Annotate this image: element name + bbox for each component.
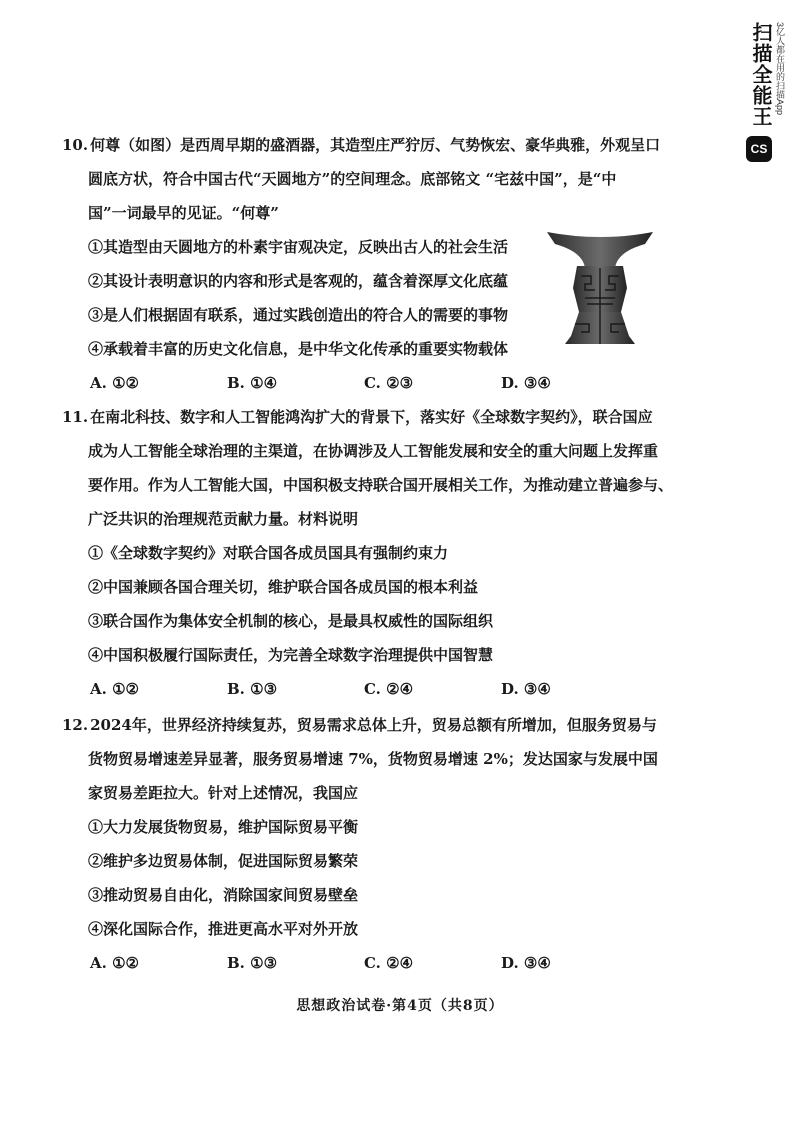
- camscanner-watermark: [740, 18, 792, 193]
- question-stem-line: 国”一词最早的见证。“何尊”: [88, 204, 279, 222]
- camscanner-badge-icon: CS: [746, 136, 772, 162]
- choice-d[interactable]: D. ③④: [501, 374, 551, 392]
- watermark-slogan: 3亿人都在用的扫描App: [775, 22, 785, 116]
- question-stem-line: 12. 2024年，世界经济持续复苏，贸易需求总体上升，贸易总额有所增加，但服务贸易与: [62, 716, 657, 734]
- option-statement: ①大力发展货物贸易，维护国际贸易平衡: [88, 818, 359, 836]
- choice-a[interactable]: A. ①②: [90, 680, 139, 698]
- page-footer: 思想政治试卷·第4页（共8页）: [296, 998, 504, 1014]
- option-statement: ④深化国际合作，推进更高水平对外开放: [88, 920, 359, 938]
- choice-c[interactable]: C. ②④: [364, 954, 414, 972]
- option-statement: ②维护多边贸易体制，促进国际贸易繁荣: [88, 852, 359, 870]
- answer-choices: [90, 946, 682, 980]
- question-stem-line: 10. 何尊（如图）是西周早期的盛酒器，其造型庄严狞厉、气势恢宏、豪华典雅，外观呈口: [62, 136, 661, 154]
- choice-b[interactable]: B. ①③: [227, 680, 278, 698]
- question-stem-line: 货物贸易增速差异显著，服务贸易增速 7%，货物贸易增速 2%；发达国家与发展中国: [88, 750, 658, 768]
- option-statement: ②其设计表明意识的内容和形式是客观的，蕴含着深厚文化底蕴: [88, 272, 509, 290]
- choice-b[interactable]: B. ①③: [227, 954, 278, 972]
- answer-choices: [90, 366, 682, 400]
- option-statement: ③推动贸易自由化，消除国家间贸易壁垒: [88, 886, 359, 904]
- question-number: 12.: [62, 716, 89, 734]
- question-number: 10.: [62, 136, 89, 154]
- question-11: [62, 400, 682, 706]
- watermark-brand: 扫描全能王: [749, 22, 771, 127]
- option-statement: ④中国积极履行国际责任，为完善全球数字治理提供中国智慧: [88, 646, 494, 664]
- choice-c[interactable]: C. ②④: [364, 680, 414, 698]
- question-number: 11.: [62, 408, 89, 426]
- answer-choices: [90, 672, 682, 706]
- question-stem-line: 圆底方状，符合中国古代“天圆地方”的空间理念。底部铭文 “宅兹中国”，是“中: [88, 170, 617, 188]
- option-statement: ④承载着丰富的历史文化信息，是中华文化传承的重要实物载体: [88, 340, 509, 358]
- question-stem-line: 要作用。作为人工智能大国，中国积极支持联合国开展相关工作，为推动建立普遍参与、: [88, 476, 674, 494]
- choice-a[interactable]: A. ①②: [90, 954, 139, 972]
- choice-d[interactable]: D. ③④: [501, 954, 551, 972]
- choice-d[interactable]: D. ③④: [501, 680, 551, 698]
- option-statement: ③是人们根据固有联系，通过实践创造出的符合人的需要的事物: [88, 306, 509, 324]
- option-statement: ①其造型由天圆地方的朴素宇宙观决定，反映出古人的社会生活: [88, 238, 509, 256]
- he-zun-bronze-vessel-image: [545, 228, 655, 348]
- question-stem-line: 家贸易差距拉大。针对上述情况，我国应: [88, 784, 359, 802]
- option-statement: ②中国兼顾各国合理关切，维护联合国各成员国的根本利益: [88, 578, 479, 596]
- question-12: [62, 708, 682, 980]
- choice-b[interactable]: B. ①④: [227, 374, 278, 392]
- choice-a[interactable]: A. ①②: [90, 374, 139, 392]
- option-statement: ①《全球数字契约》对联合国各成员国具有强制约束力: [88, 544, 449, 562]
- choice-c[interactable]: C. ②③: [364, 374, 414, 392]
- question-stem-line: 11. 在南北科技、数字和人工智能鸿沟扩大的背景下，落实好《全球数字契约》，联合国应: [62, 408, 653, 426]
- question-stem-line: 广泛共识的治理规范贡献力量。材料说明: [88, 510, 359, 528]
- question-stem-line: 成为人工智能全球治理的主渠道，在协调涉及人工智能发展和安全的重大问题上发挥重: [88, 442, 659, 460]
- option-statement: ③联合国作为集体安全机制的核心，是最具权威性的国际组织: [88, 612, 494, 630]
